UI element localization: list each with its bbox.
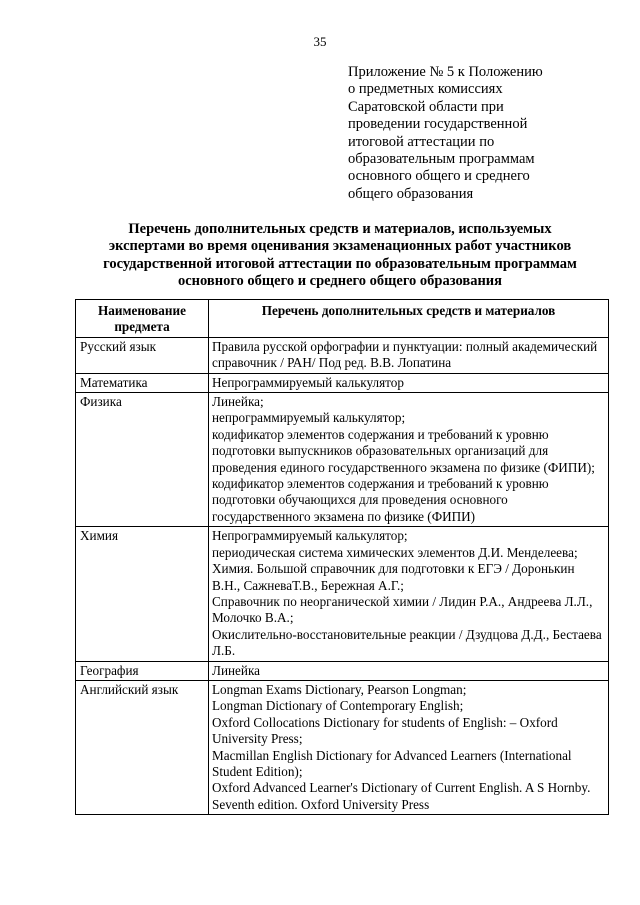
title-line: основного общего и среднего общего образования — [177, 273, 503, 290]
subject-cell: Математика — [76, 373, 209, 392]
material-item: кодификатор элементов содержания и требований к уровню подготовки обучающихся для проведения основного государственного экзамена по физике (ФИПИ) — [212, 476, 549, 524]
material-item: Линейка; — [212, 394, 264, 410]
appendix-line: основного общего и среднего — [348, 168, 530, 185]
title-line: экспертами во время оценивания экзаменационных работ участников — [108, 238, 572, 255]
table-row — [76, 373, 609, 392]
title-line: государственной итоговой аттестации по образовательным программам — [103, 255, 577, 272]
material-item: Непрограммируемый калькулятор — [212, 374, 404, 390]
header-materials: Перечень дополнительных средств и материалов — [209, 300, 609, 338]
material-item: Oxford Advanced Learner's Dictionary of Current English. A S Hornby. Seventh edition. Oxford University Press — [212, 780, 591, 812]
title-line: Перечень дополнительных средств и материалов, используемых — [128, 221, 552, 237]
appendix-line: общего образования — [348, 185, 474, 202]
materials-cell — [209, 393, 609, 527]
material-item: Справочник по неорганической химии / Лидин Р.А., Андреева Л.Л., Молочко В.А.; — [212, 593, 593, 626]
materials-cell — [209, 527, 609, 661]
material-item: Macmillan English Dictionary for Advanced Learners (International Student Edition); — [212, 747, 572, 779]
appendix-line: Саратовской области при — [348, 98, 504, 115]
table-row — [76, 337, 609, 373]
table-header-row — [76, 300, 609, 338]
page-number: 35 — [313, 34, 327, 49]
material-item: непрограммируемый калькулятор; — [212, 410, 406, 426]
table-row — [76, 393, 609, 527]
appendix-line: образовательным программам — [348, 151, 535, 168]
document-title — [60, 221, 620, 291]
materials-cell — [209, 680, 609, 814]
material-item: Oxford Collocations Dictionary for students of English: – Oxford University Press; — [212, 714, 558, 747]
material-item: Правила русской орфографии и пунктуации: полный академический справочник / РАН/ Под ред. В.В. Лопатина — [212, 338, 598, 371]
subject-cell: География — [76, 661, 209, 680]
subject-cell: Английский язык — [76, 680, 209, 814]
subject-cell: Русский язык — [76, 337, 209, 373]
material-item: Longman Dictionary of Contemporary English; — [212, 698, 464, 714]
material-item: Химия. Большой справочник для подготовки к ЕГЭ / Доронькин В.Н., СажневаТ.В., Бережная А.Г.; — [212, 561, 575, 593]
table-row — [76, 661, 609, 680]
materials-cell — [209, 661, 609, 680]
appendix-line: итоговой аттестации по — [348, 133, 495, 150]
appendix-reference — [348, 64, 598, 203]
subject-cell: Химия — [76, 527, 209, 661]
subject-cell: Физика — [76, 393, 209, 527]
material-item: Непрограммируемый калькулятор; — [212, 528, 408, 544]
table-row — [76, 680, 609, 814]
table-row — [76, 527, 609, 661]
material-item: периодическая система химических элементов Д.И. Менделеева; — [212, 544, 578, 560]
materials-cell — [209, 337, 609, 373]
material-item: Окислительно-восстановительные реакции / Дзудцова Д.Д., Бестаева Л.Б. — [212, 626, 602, 659]
materials-table — [75, 299, 609, 815]
materials-cell — [209, 373, 609, 392]
material-item: Линейка — [212, 662, 261, 678]
appendix-line: Приложение № 5 к Положению — [348, 64, 543, 80]
appendix-line: проведении государственной — [348, 116, 528, 133]
header-subject: Наименование предмета — [76, 300, 209, 338]
material-item: кодификатор элементов содержания и требований к уровню подготовки выпускников образовательных организаций для проведения единого государственного экзамена по физике (ФИПИ); — [212, 426, 595, 475]
appendix-line: о предметных комиссиях — [348, 81, 503, 98]
material-item: Longman Exams Dictionary, Pearson Longman; — [212, 681, 467, 697]
